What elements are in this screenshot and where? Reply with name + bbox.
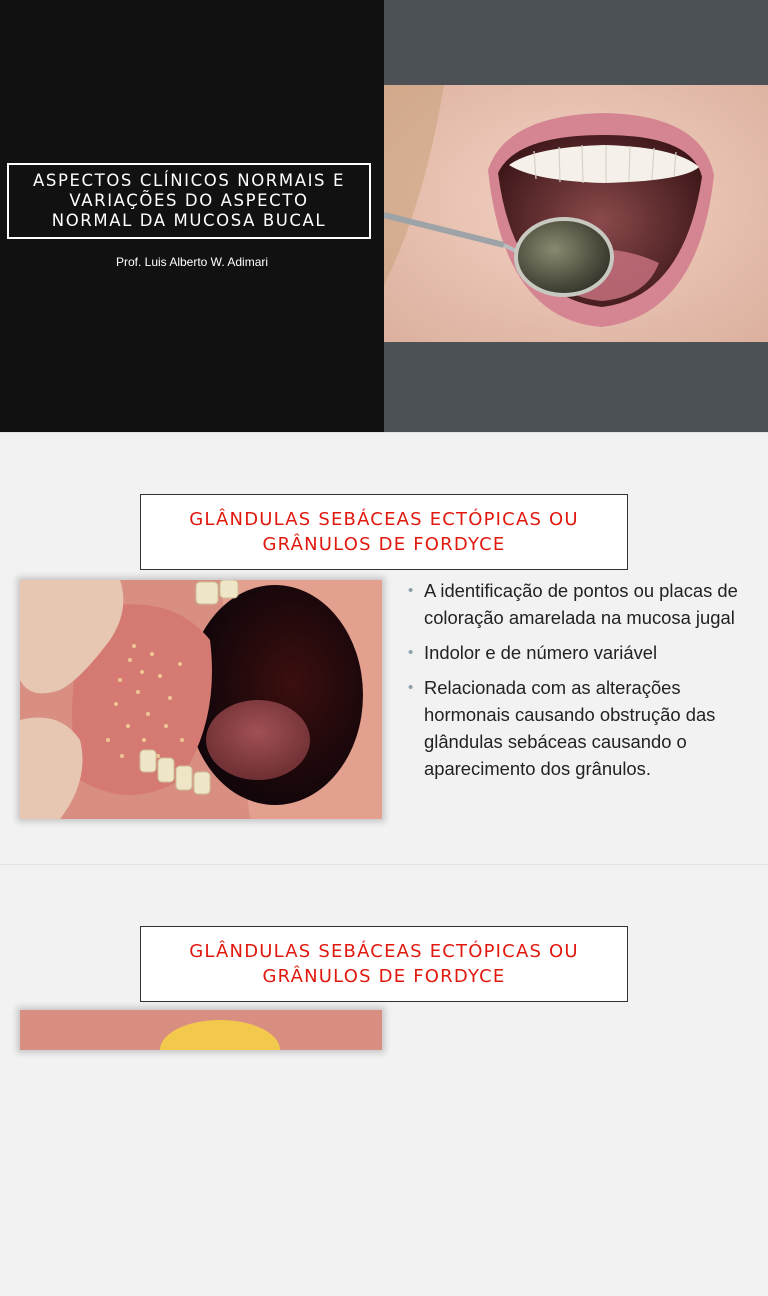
title-slide: [0, 0, 768, 432]
mouth-mirror-photo: [384, 85, 768, 342]
heading-box: [140, 494, 628, 570]
bullet-dot-icon: •: [408, 582, 414, 599]
fordyce-clinical-photo: [20, 580, 382, 819]
clinical-photo-partial: [20, 1010, 382, 1050]
fordyce-slide-2: [0, 864, 768, 1296]
title-panel: [0, 0, 384, 432]
title-box: [7, 163, 371, 239]
list-item: • Relacionada com as alterações hormonais causando obstrução das glândulas sebáceas causando o aparecimento dos grânulos.: [407, 674, 747, 782]
list-item: • Indolor e de número variável: [407, 639, 747, 666]
list-item: • A identificação de pontos ou placas de coloração amarelada na mucosa jugal: [407, 577, 747, 631]
slide-heading: GLÂNDULAS SEBÁCEAS ECTÓPICAS OU GRÂNULOS DE FORDYCE: [189, 509, 579, 555]
slide-title: ASPECTOS CLÍNICOS NORMAIS E VARIAÇÕES DO ASPECTO NORMAL DA MUCOSA BUCAL: [33, 171, 345, 230]
slide-heading: GLÂNDULAS SEBÁCEAS ECTÓPICAS OU GRÂNULOS DE FORDYCE: [189, 941, 579, 987]
fordyce-slide: [0, 432, 768, 864]
author-subtitle: Prof. Luis Alberto W. Adimari: [115, 255, 269, 269]
bullet-dot-icon: •: [408, 644, 414, 661]
bullet-list: [407, 577, 747, 790]
bullet-dot-icon: •: [408, 679, 414, 696]
heading-box: [140, 926, 628, 1002]
